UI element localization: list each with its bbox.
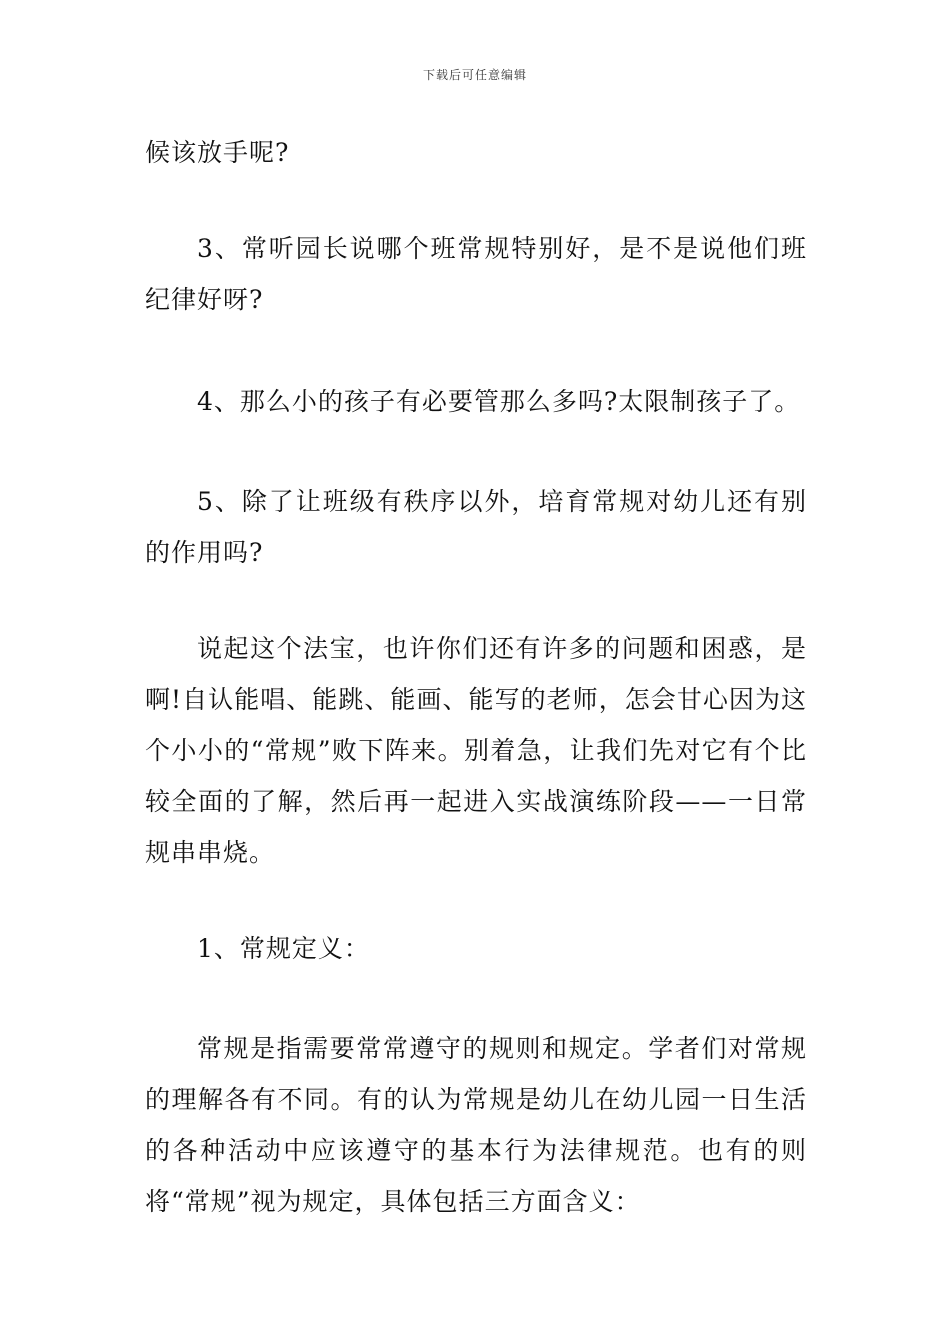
paragraph-question-4: 4、那么小的孩子有必要管那么多吗?太限制孩子了。 [197,387,801,416]
paragraph-definition: 常规是指需要常常遵守的规则和规定。学者们对常规的理解各有不同。有的认为常规是幼儿在幼儿园一日生活的各种活动中应该遵守的基本行为法律规范。也有的则将“常规”视为规定，具体包括三方面含义： [145,1034,807,1216]
paragraph-question-3: 3、常听园长说哪个班常规特别好，是不是说他们班纪律好呀? [145,234,807,314]
paragraph-question-5: 5、除了让班级有秩序以外，培育常规对幼儿还有别的作用吗? [145,487,807,567]
paragraph-continuation: 候该放手呢? [145,138,290,167]
header-note: 下载后可任意编辑 [422,68,527,82]
paragraph-intro: 说起这个法宝，也许你们还有许多的问题和困惑，是啊!自认能唱、能跳、能画、能写的老师，怎会甘心因为这个小小的“常规”败下阵来。别着急，让我们先对它有个比较全面的了解，然后再一起进入实战演练阶段——一日常规串串烧。 [145,634,807,867]
section-heading-definition: 1、常规定义： [197,934,370,963]
